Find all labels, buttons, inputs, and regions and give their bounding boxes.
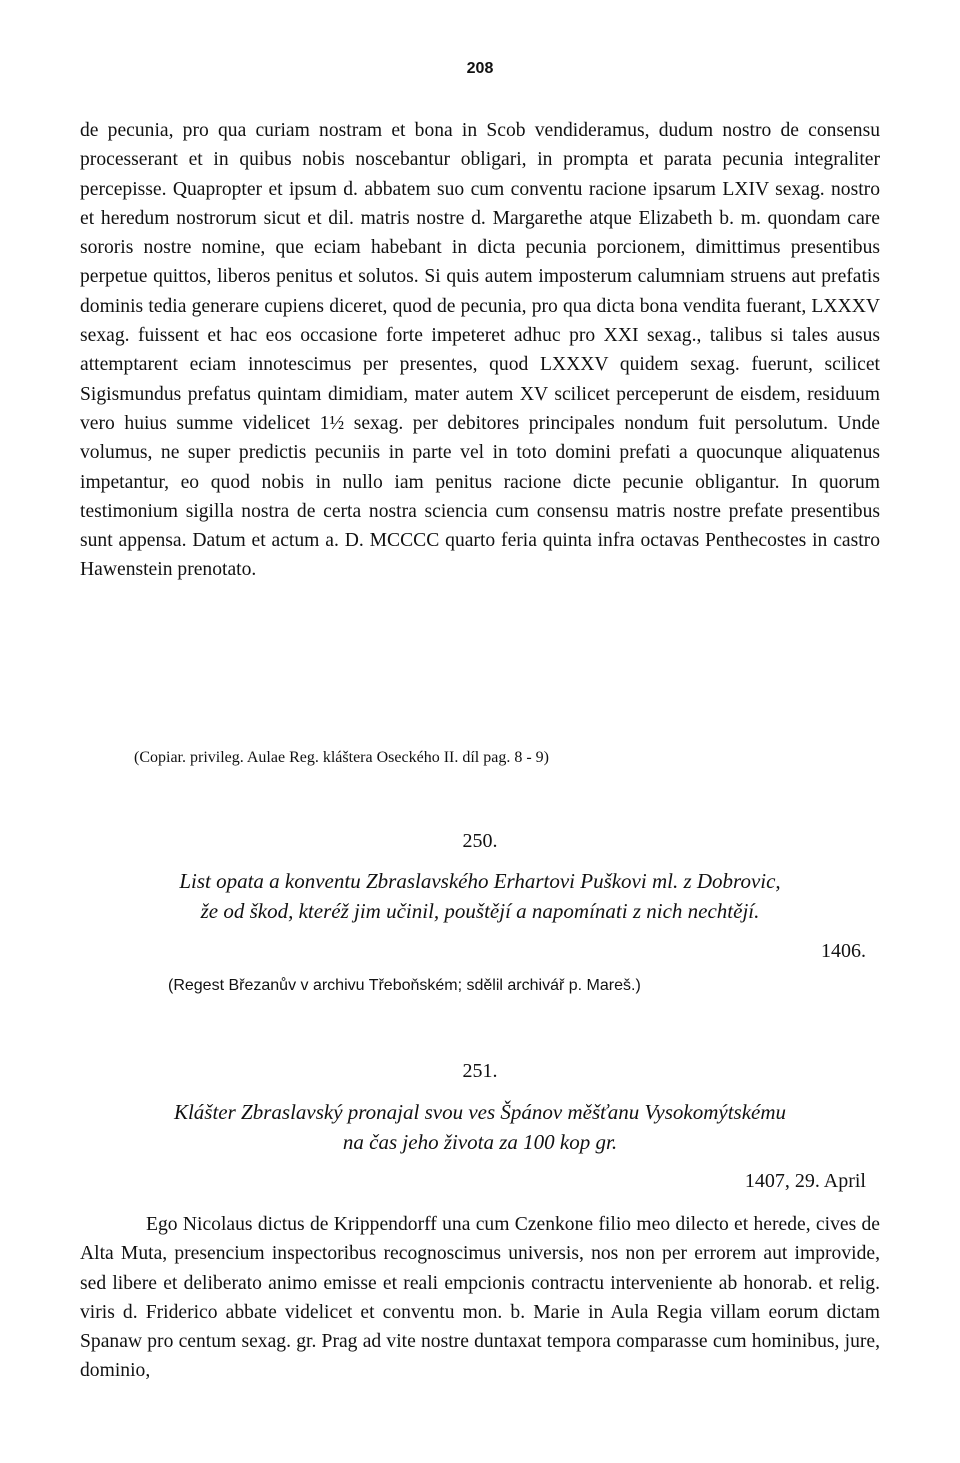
document-number-251: 251. xyxy=(462,1060,498,1082)
regest-note: (Regest Březanův v archivu Třeboňském; sdělil archivář p. Mareš.) xyxy=(168,977,641,994)
continued-charter-text xyxy=(80,116,880,585)
charter-text-251 xyxy=(80,1210,880,1386)
paragraph: Ego Nicolaus dictus de Krippendorff una cum Czenkone filio meo dilecto et herede, cives de Alta Muta, presencium inspectoribus recognoscimus universis, nos non per errorem aut improvide, sed libere et deliberato animo emisse et reali empcionis contractu interveniente ab honorab. et relig. viris d. Friderico abbate videlicet et conventu mon. b. Marie in Aula Regia villam eorum dictam Spanaw pro centum sexag. gr. Prag ad vite nostre duntaxat tempora comparasse cum hominibus, jure, dominio, xyxy=(80,1214,880,1382)
document-date-250: 1406. xyxy=(821,940,866,962)
document-title-250 xyxy=(80,866,880,926)
title-line: že od škod, kteréž jim učinil, pouštějí a napomínati z nich nechtějí. xyxy=(200,899,760,923)
source-citation: (Copiar. privileg. Aulae Reg. kláštera Oseckého II. díl pag. 8 - 9) xyxy=(134,749,549,766)
title-line: na čas jeho života za 100 kop gr. xyxy=(342,1130,618,1154)
paragraph: de pecunia, pro qua curiam nostram et bona in Scob vendideramus, dudum nostro de consensu processerant et in quibus nobis noscebantur obligari, in prompta et parata pecunia integraliter percepisse. Quapropter et ipsum d. abbatem suo cum conventu racione ipsarum LXIV sexag. nostro et heredum nostrorum sicut et dil. matris nostre d. Margarethe atque Elizabeth b. m. quondam care sororis nostre nomine, que eciam habebant in dicta pecunia porcionem, dimittimus presentibus perpetue quittos, liberos penitus et solutos. Si quis autem imposterum calumniam struens aut prefatis dominis tedia generare cupiens diceret, quod de pecunia, pro qua dicta bona vendita fuerant, LXXXV sexag. fuissent et hac eos occasione forte impeteret adhuc pro XXI sexag., talibus si tales ausus attemptarent eciam innotescimus per presentes, quod LXXXV quidem sexag. fuerunt, scilicet Sigismundus prefatus quintam dimidiam, mater autem XV scilicet perceperunt de eisdem, residuum vero huius summe videlicet 1½ sexag. per debitores principales nondum fuit persolutum. Unde volumus, ne super predictis pecuniis in parte vel in toto domini prefati a quocunque aliquatenus impetantur, eo quod nobis in nullo iam penitus racione dicte pecunie obligantur. In quorum testimonium sigilla nostra de certa nostra sciencia cum consensu matris nostre prefate presentibus sunt appensa. Datum et actum a. D. MCCCC quarto feria quinta infra octavas Penthecostes in castro Hawenstein prenotato. xyxy=(80,120,880,581)
title-line: Klášter Zbraslavský pronajal svou ves Špánov měšťanu Vysokomýtskému xyxy=(173,1100,787,1124)
page-number: 208 xyxy=(466,60,494,77)
document-number-250: 250. xyxy=(462,830,498,852)
document-date-251: 1407, 29. April xyxy=(744,1170,866,1192)
document-title-251 xyxy=(80,1097,880,1157)
title-line: List opata a konventu Zbraslavského Erhartovi Puškovi ml. z Dobrovic, xyxy=(179,869,781,893)
